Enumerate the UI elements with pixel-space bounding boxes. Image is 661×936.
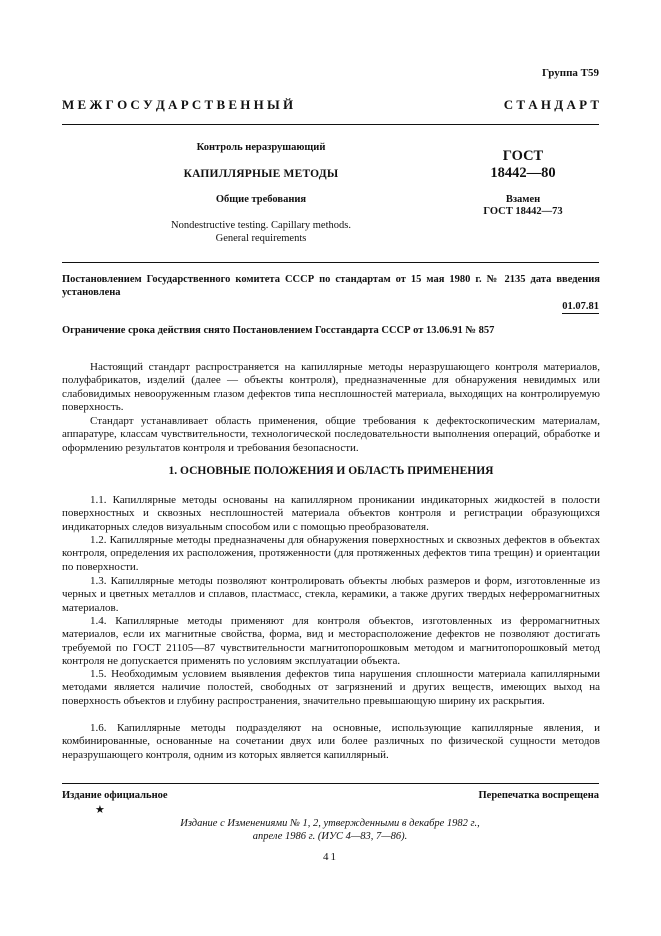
interstate-standard-banner — [62, 96, 599, 114]
page-number: 41 — [323, 851, 338, 863]
title-rule — [62, 262, 599, 263]
doc-title-english — [150, 219, 372, 245]
clause-1-2: 1.2. Капиллярные методы предназначены для обнаружения поверхностных и сквозных дефектов в объектах контроля, определения их расположения, протяженности (для протяженных дефектов типа трещин) и ориентации по поверхности. — [62, 534, 600, 573]
official-edition-label: Издание официальное — [62, 790, 168, 801]
english-title-line-1: Nondestructive testing. Capillary methods. — [171, 220, 351, 231]
edition-note-line-1: Издание с Изменениями № 1, 2, утвержденными в декабре 1982 г., — [180, 818, 480, 829]
gost-number-block — [468, 148, 578, 182]
section-1-heading: 1. ОСНОВНЫЕ ПОЛОЖЕНИЯ И ОБЛАСТЬ ПРИМЕНЕНИЯ — [168, 465, 494, 477]
banner-left: М Е Ж Г О С У Д А Р С Т В Е Н Н Ы Й — [62, 97, 294, 112]
replaces-label: Взамен — [505, 194, 541, 205]
english-title-line-2: General requirements — [215, 233, 307, 244]
clause-1-5: 1.5. Необходимым условием выявления дефектов типа нарушения сплошности материала капиллярными методами является наличие полостей, свободных от загрязнений и других веществ, имеющих выход на поверхность объектов и глубину распространения, значительно превышающую ширину их раскрытия. — [62, 668, 600, 707]
limit-removed-text: Ограничение срока действия снято Постановлением Госстандарта СССР от 13.06.91 № 857 — [62, 325, 495, 336]
intro-paragraph-2: Стандарт устанавливает область применения, общие требования к дефектоскопическим материалам, аппаратуре, классам чувствительности, технологической последовательности выполнения операций, обработке и оформлению результатов контроля и требования безопасности. — [62, 415, 600, 454]
doc-subtitle-2: Общие требования — [215, 194, 307, 205]
replaces-value: ГОСТ 18442—73 — [483, 206, 563, 217]
edition-note — [130, 817, 530, 843]
clause-1-4: 1.4. Капиллярные методы применяют для контроля объектов, изготовленных из ферромагнитных материалов, если их магнитные свойства, форма, вид и месторасположение дефектов не позволяют достигать требуемой по ГОСТ 21105—87 чувствительности магнитопорошковым методом и магнитопорошковый метод контроля не допускается применять по условиям эксплуатации объекта. — [62, 615, 600, 668]
intro-paragraph-1: Настоящий стандарт распространяется на капиллярные методы неразрушающего контроля материалов, полуфабрикатов, изделий (далее — объекты контроля), предназначенные для обнаружения невидимых или слабовидимых невооруженным глазом дефектов типа несплошностей материала, выходящих на контролируемую поверхность. — [62, 361, 600, 414]
edition-note-line-2: апреле 1986 г. (ИУС 4—83, 7—86). — [252, 831, 408, 842]
doc-title: КАПИЛЛЯРНЫЕ МЕТОДЫ — [183, 168, 339, 180]
clause-1-3: 1.3. Капиллярные методы позволяют контролировать объекты любых размеров и форм, изготовленные из черных и цветных металлов и сплавов, пластмасс, стекла, керамики, а также других твердых неферромагнитных материалов. — [62, 575, 600, 614]
clause-1-1: 1.1. Капиллярные методы основаны на капиллярном проникании индикаторных жидкостей в полости поверхностных и сквозных несплошностей материала объектов контроля и регистрации образующихся индикаторных следов визуальным способом или с помощью преобразователя. — [62, 494, 600, 533]
group-code: Группа Т59 — [541, 67, 599, 79]
banner-right: С Т А Н Д А Р Т — [503, 97, 599, 112]
reprint-prohibited-label: Перепечатка воспрещена — [478, 790, 599, 801]
gost-label: ГОСТ — [502, 148, 544, 164]
introduction-date: 01.07.81 — [562, 301, 599, 312]
gost-number: 18442—80 — [490, 165, 556, 181]
header-rule — [62, 124, 599, 125]
footer-rule — [62, 783, 599, 784]
decree-text: Постановлением Государственного комитета СССР по стандартам от 15 мая 1980 г. № 2135 дата введения установлена — [62, 274, 600, 298]
gost-replaces-block — [468, 194, 578, 218]
doc-subtitle: Контроль неразрушающий — [196, 142, 326, 153]
star-icon: ★ — [95, 804, 105, 816]
clause-1-6: 1.6. Капиллярные методы подразделяют на основные, использующие капиллярные явления, и комбинированные, основанные на сочетании двух или более различных по физической сущности методов неразрушающего контроля, одним из которых является капиллярный. — [62, 722, 600, 761]
